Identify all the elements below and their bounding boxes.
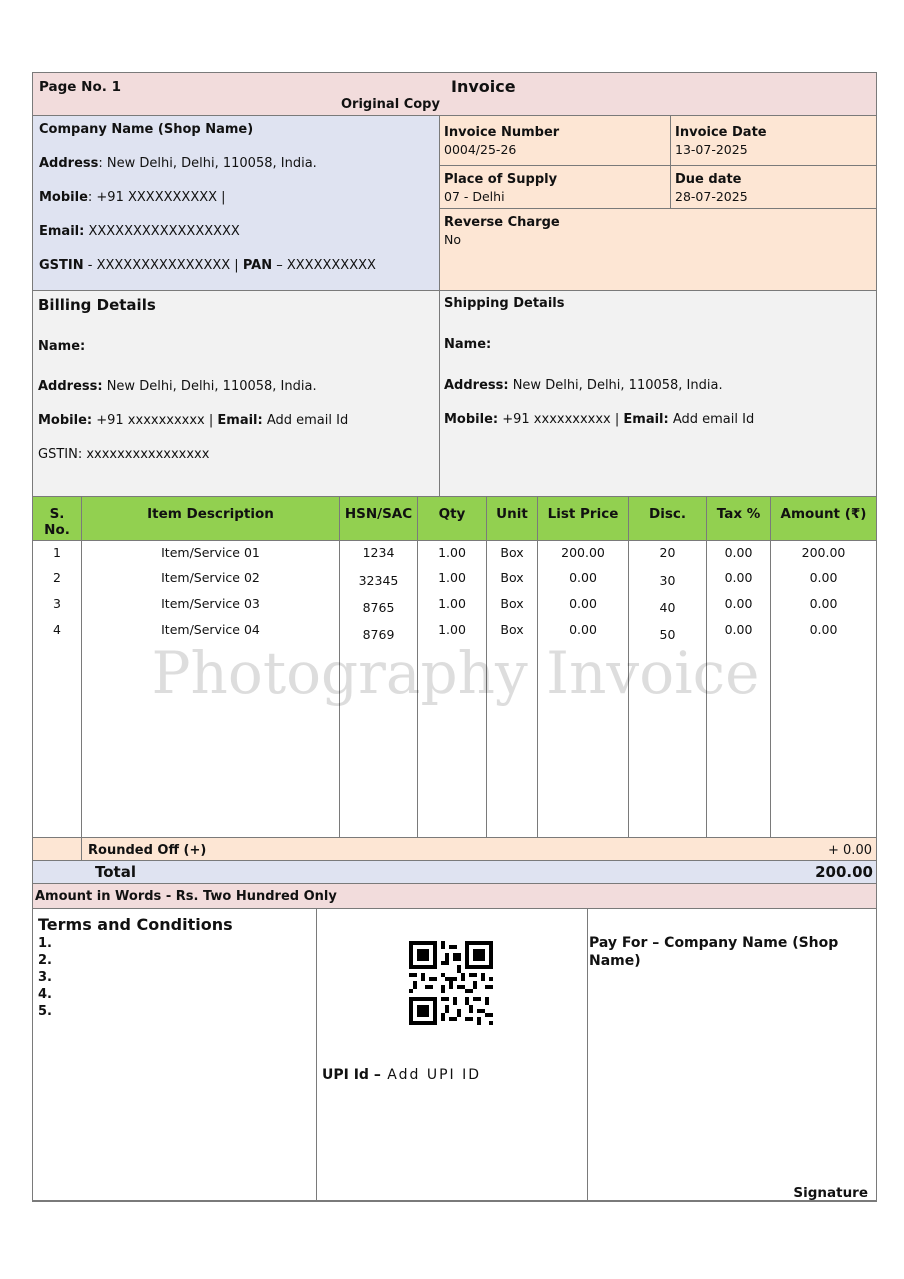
table-row: 2 Item/Service 02 32345 1.00 Box 0.00 30 0.00 0.00 (53, 570, 838, 588)
shipping-name-label: Name: (444, 337, 492, 352)
billing-contact: Mobile: +91 xxxxxxxxxx | Email: Add email Id (38, 413, 349, 428)
invoice-title: Invoice (451, 77, 516, 96)
shipping-address: Address: New Delhi, Delhi, 110058, India. (444, 378, 723, 393)
amount-in-words: Amount in Words - Rs. Two Hundred Only (35, 889, 337, 904)
terms-item: 4. (38, 987, 52, 1002)
invoice-date: 13-07-2025 (675, 142, 748, 157)
col-hsn: HSN/SAC (344, 506, 413, 522)
upi-id: UPI Id – Add UPI ID (322, 1067, 482, 1083)
shipping-title: Shipping Details (444, 296, 565, 311)
amount-in-words-row (33, 884, 876, 908)
signature-label: Signature (793, 1185, 868, 1201)
col-disc: Disc. (649, 506, 686, 522)
company-details (33, 116, 439, 290)
invoice-number: 0004/25-26 (444, 142, 517, 157)
due-date-label: Due date (675, 172, 742, 187)
reverse-charge-label: Reverse Charge (444, 215, 560, 230)
col-tax: Tax % (716, 506, 761, 522)
invoice-number-label: Invoice Number (444, 125, 560, 140)
terms-and-conditions (33, 909, 316, 1202)
pay-for: Pay For – Company Name (Shop Name) (589, 935, 839, 969)
company-mobile: Mobile: +91 XXXXXXXXXX | (39, 190, 226, 205)
company-gstin-pan: GSTIN - XXXXXXXXXXXXXXX | PAN – XXXXXXXXXX (39, 258, 376, 273)
billing-details (33, 291, 439, 496)
terms-item: 2. (38, 953, 52, 968)
signature-section (588, 909, 876, 1202)
terms-item: 1. (38, 936, 52, 951)
total-value: 200.00 (815, 863, 873, 881)
table-row: 3 Item/Service 03 8765 1.00 Box 0.00 40 0.00 0.00 (53, 596, 838, 615)
company-email: Email: XXXXXXXXXXXXXXXXX (39, 224, 240, 239)
rounded-off-row (33, 838, 876, 860)
invoice-date-label: Invoice Date (675, 125, 767, 140)
col-sno: S. No. (44, 506, 70, 538)
billing-name-label: Name: (38, 339, 86, 354)
table-row: 1 Item/Service 01 1234 1.00 Box 200.00 20 0.00 200.00 (53, 545, 846, 560)
qr-code-icon (409, 941, 493, 1025)
billing-title: Billing Details (38, 296, 156, 314)
shipping-details (440, 291, 876, 496)
place-of-supply-label: Place of Supply (444, 172, 558, 187)
billing-gstin: GSTIN: xxxxxxxxxxxxxxxx (38, 447, 210, 462)
items-table-header (33, 497, 876, 541)
terms-title: Terms and Conditions (38, 915, 233, 934)
reverse-charge: No (444, 232, 461, 247)
invoice-meta (440, 116, 876, 290)
col-list-price: List Price (547, 506, 619, 522)
col-qty: Qty (438, 506, 466, 522)
place-of-supply: 07 - Delhi (444, 189, 505, 204)
copy-type: Original Copy (341, 97, 440, 112)
total-label: Total (95, 863, 136, 881)
col-amount: Amount (₹) (780, 506, 867, 522)
terms-item: 3. (38, 970, 52, 985)
invoice-header (33, 73, 876, 115)
table-row: 4 Item/Service 04 8769 1.00 Box 0.00 50 0.00 0.00 (53, 622, 838, 642)
shipping-contact: Mobile: +91 xxxxxxxxxx | Email: Add email Id (444, 412, 755, 427)
billing-address: Address: New Delhi, Delhi, 110058, India. (38, 379, 317, 394)
watermark: Photography Invoice (151, 639, 760, 707)
total-row (33, 861, 876, 883)
company-address: Address: New Delhi, Delhi, 110058, India. (39, 156, 317, 171)
company-name: Company Name (Shop Name) (39, 122, 254, 137)
rounded-off-label: Rounded Off (+) (88, 843, 207, 858)
due-date: 28-07-2025 (675, 189, 748, 204)
col-unit: Unit (496, 506, 528, 522)
terms-item: 5. (38, 1004, 52, 1019)
rounded-off-value: + 0.00 (828, 843, 872, 858)
col-description: Item Description (147, 506, 274, 522)
page-number: Page No. 1 (39, 79, 121, 95)
invoice (32, 72, 877, 1202)
